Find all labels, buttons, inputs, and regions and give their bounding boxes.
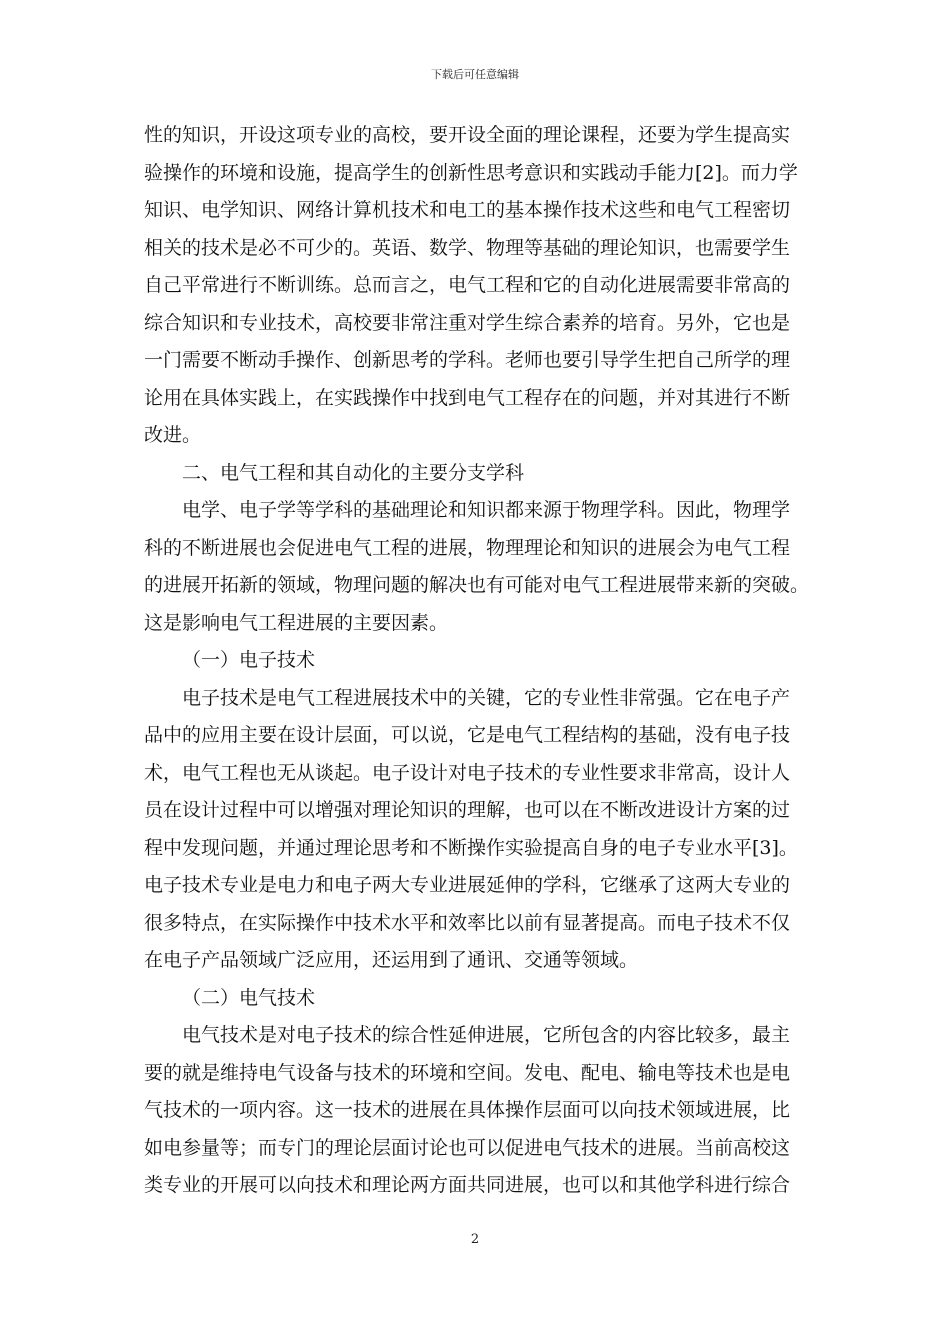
paragraph-line: 品中的应用主要在设计层面，可以说，它是电气工程结构的基础，没有电子技 [144, 724, 791, 746]
paragraph-line: 知识、电学知识、网络计算机技术和电工的基本操作技术这些和电气工程密切 [144, 199, 791, 221]
paragraph-line: 自己平常进行不断训练。总而言之，电气工程和它的自动化进展需要非常高的 [144, 274, 791, 296]
paragraph-line: 很多特点，在实际操作中技术水平和效率比以前有显著提高。而电子技术不仅 [144, 911, 791, 934]
paragraph-line: 类专业的开展可以向技术和理论两方面共同进展，也可以和其他学科进行综合 [144, 1174, 791, 1196]
subsection-heading: （二）电气技术 [182, 986, 316, 1009]
paragraph-line: 电子技术是电气工程进展技术中的关键，它的专业性非常强。它在电子产 [182, 686, 791, 709]
page-header: 下载后可任意编辑 [431, 68, 519, 81]
subsection-heading: （一）电子技术 [182, 649, 316, 671]
paragraph-line: 这是影响电气工程进展的主要因素。 [144, 611, 449, 634]
paragraph-line: 电气技术是对电子技术的综合性延伸进展，它所包含的内容比较多，最主 [182, 1024, 791, 1046]
paragraph-line: 综合知识和专业技术，高校要非常注重对学生综合素养的培育。另外，它也是 [144, 311, 791, 334]
paragraph-line: 一门需要不断动手操作、创新思考的学科。老师也要引导学生把自己所学的理 [144, 349, 791, 371]
paragraph-line: 的进展开拓新的领域，物理问题的解决也有可能对电气工程进展带来新的突破。 [144, 574, 810, 596]
paragraph-line: 要的就是维持电气设备与技术的环境和空间。发电、配电、输电等技术也是电 [144, 1061, 791, 1084]
paragraph-line: 程中发现问题，并通过理论思考和不断操作实验提高自身的电子专业水平[3]。 [144, 836, 798, 859]
section-heading: 二、电气工程和其自动化的主要分支学科 [182, 461, 525, 484]
paragraph-line: 电学、电子学等学科的基础理论和知识都来源于物理学科。因此，物理学 [182, 499, 791, 521]
paragraph-line: 相关的技术是必不可少的。英语、数学、物理等基础的理论知识，也需要学生 [144, 236, 791, 259]
page-number: 2 [470, 1232, 480, 1247]
paragraph-line: 气技术的一项内容。这一技术的进展在具体操作层面可以向技术领域进展，比 [144, 1099, 791, 1121]
paragraph-line: 性的知识，开设这项专业的高校，要开设全面的理论课程，还要为学生提高实 [144, 124, 791, 146]
paragraph-line: 改进。 [144, 424, 202, 446]
paragraph-line: 论用在具体实践上，在实践操作中找到电气工程存在的问题，并对其进行不断 [144, 386, 791, 409]
paragraph-line: 如电参量等；而专门的理论层面讨论也可以促进电气技术的进展。当前高校这 [144, 1136, 791, 1159]
paragraph-line: 员在设计过程中可以增强对理论知识的理解，也可以在不断改进设计方案的过 [144, 799, 791, 821]
paragraph-line: 电子技术专业是电力和电子两大专业进展延伸的学科，它继承了这两大专业的 [144, 874, 791, 896]
paragraph-line: 术，电气工程也无从谈起。电子设计对电子技术的专业性要求非常高，设计人 [144, 761, 791, 784]
paragraph-line: 验操作的环境和设施，提高学生的创新性思考意识和实践动手能力[2]。而力学 [144, 161, 798, 184]
document-body [144, 117, 808, 1205]
paragraph-line: 在电子产品领域广泛应用，还运用到了通讯、交通等领域。 [144, 949, 639, 971]
paragraph-line: 科的不断进展也会促进电气工程的进展，物理理论和知识的进展会为电气工程 [144, 536, 791, 559]
